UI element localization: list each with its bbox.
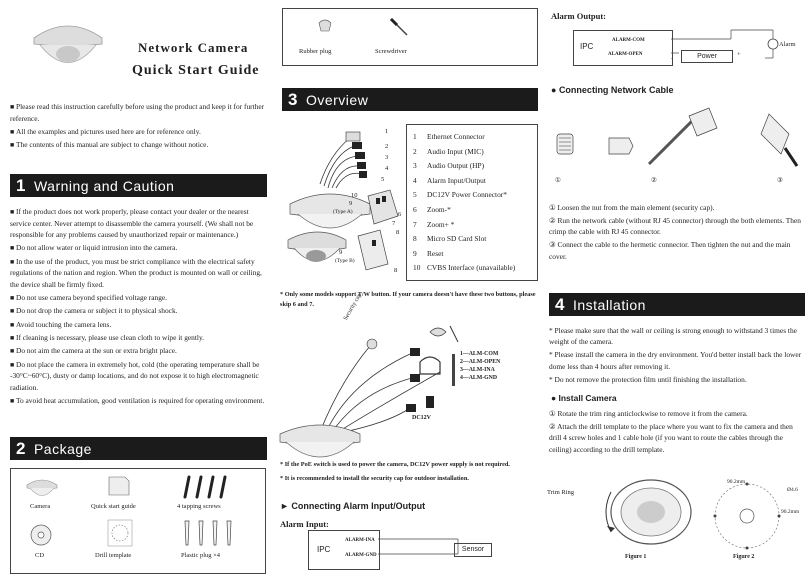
figure-2-caption: Figure 2 [733, 554, 755, 560]
rubber-plug-icon [317, 19, 333, 33]
plastic-plugs-icon [179, 519, 239, 547]
tapping-screws-icon [179, 473, 239, 499]
alarm-com-label: ALARM-COM [612, 38, 645, 43]
power-minus: - [671, 55, 674, 62]
section-1-title: Warning and Caution [33, 178, 175, 194]
package-screwdriver-label: Screwdriver [375, 48, 407, 55]
callout-8b: 8 [394, 267, 398, 274]
package-box-continued [282, 8, 538, 66]
callout-10: 10 [351, 192, 358, 199]
warning-item: ■ Do not allow water or liquid intrusion into the camera. [10, 242, 267, 254]
package-guide-label: Quick start guide [91, 503, 136, 510]
warning-item: ■ Do not place the camera in extremely hot, cold (the operating temperature shall be -30°C~60°C), dusty or damp locations, and do not expose it to high electromagnetic radiation. [10, 359, 267, 394]
package-screws-label: 4 tapping screws [177, 503, 221, 510]
callout-6: 6 [398, 211, 402, 218]
alarm-pin: 2—ALM-OPEN [460, 359, 501, 365]
callout-7: 7 [392, 220, 396, 227]
connector-row: 9 Reset [413, 248, 444, 258]
warning-item: ■ In the use of the product, you must be strict compliance with the electrical safety regulations of the nation and region. When the product is mounted on wall or ceiling, the device shall be firmly fixed. [10, 256, 267, 291]
network-step: ③ Connect the cable to the hermetic connector. Then tighten the nut and the main cover. [549, 240, 791, 261]
install-note: * Please install the camera in the dry environment. You'd better install back the lower dome less than 4 hours after removing it. [549, 350, 802, 371]
cable-wiring-diagram [280, 312, 536, 462]
section-4-header [549, 293, 805, 316]
warning-item: ■ If the product does not work properly, please contact your dealer or the nearest service center. Never attempt to disassemble the camera yourself. (We shall not be responsible for any problems caused by unauthorized repair or maintenance.) [10, 206, 267, 241]
alarm-input-label: Alarm Input: [280, 519, 329, 529]
trim-ring-label: Trim Ring [547, 489, 575, 496]
installation-notes [549, 325, 805, 387]
alarm-input-ipc-box [308, 530, 380, 570]
install-note: * Please make sure that the wall or ceiling is strong enough to withstand 3 times the weight of the camera. [549, 326, 797, 347]
package-cd-label: CD [35, 552, 45, 559]
alarm-gnd-label: ALARM-GND [345, 553, 377, 558]
callout-5: 5 [381, 176, 385, 183]
alarm-output-label: Alarm Output: [551, 11, 607, 21]
callout-9b: 9 [339, 249, 343, 256]
ipc-label: IPC [317, 545, 331, 554]
section-3-header [282, 88, 538, 111]
drill-template-icon [107, 519, 133, 547]
connector-table [406, 124, 538, 281]
warning-list [10, 206, 267, 408]
alarm-pin: 3—ALM-INA [460, 367, 495, 373]
column-right [541, 0, 808, 579]
ipc-label: IPC [580, 42, 594, 51]
connector-row: 3 Audio Output (HP) [413, 161, 485, 171]
package-box [10, 468, 266, 574]
install-camera-heading: ● Install Camera [551, 393, 617, 403]
type-a-label: (Type A) [333, 209, 353, 215]
dome-camera-image [28, 18, 108, 76]
network-marker-1: ① [555, 177, 561, 184]
security-cap-label: Security cap [342, 292, 363, 322]
alarm-device-label: Alarm [779, 41, 796, 48]
warning-item: ■ Do not use camera beyond specified voltage range. [10, 292, 267, 304]
network-marker-2: ② [651, 177, 657, 184]
alarm-io-heading: ► Connecting Alarm Input/Output [280, 501, 426, 511]
package-camera-label: Camera [30, 503, 51, 510]
section-2-number: 2 [16, 439, 26, 458]
triangle-icon: ► [280, 501, 292, 511]
warning-item: ■ Do not aim the camera at the sun or extra bright place. [10, 345, 267, 357]
overview-note-3: * It is recommended to install the security cap for outdoor installation. [280, 475, 469, 482]
power-box: Power [681, 50, 733, 63]
warning-item: ■ To avoid heat accumulation, good ventilation is required for operating environment. [10, 395, 267, 407]
dc-label: DC12V [412, 415, 431, 421]
install-step: ① Rotate the trim ring anticlockwise to remove it from the camera. [549, 409, 748, 418]
alarm-pin-list [460, 350, 500, 382]
network-steps [549, 202, 804, 264]
cover-title-1: Network Camera [138, 40, 249, 55]
alarm-pin: 1—ALM-COM [460, 351, 499, 357]
section-2-title: Package [33, 441, 92, 457]
section-1-header [10, 174, 267, 197]
connector-row: 7 Zoom+ * [413, 219, 455, 229]
callout-3: 3 [385, 154, 389, 161]
network-cable-diagram [549, 104, 804, 186]
package-drill-label: Drill template [95, 552, 132, 559]
type-b-label: (Type B) [335, 258, 355, 264]
alarm-output-ipc-box [573, 30, 673, 66]
column-middle [272, 0, 540, 579]
bullet-icon: ● [551, 85, 559, 95]
alarm-pin: 4—ALM-GND [460, 375, 498, 381]
alarm-ina-label: ALARM-INA [345, 538, 375, 543]
warning-item: ■ Do not drop the camera or subject it to physical shock. [10, 305, 267, 317]
callout-4: 4 [385, 165, 389, 172]
warning-item: ■ Avoid touching the camera lens. [10, 319, 267, 331]
network-marker-3: ③ [777, 177, 783, 184]
overview-note-1: * Only some models support T/W button. If your camera doesn't have these two buttons, please skip 6 and 7. [280, 291, 536, 309]
callout-8a: 8 [396, 229, 400, 236]
overview-note-2: * If the PoE switch is used to power the camera, DC12V power supply is not required. [280, 461, 510, 468]
dim-side: 90.2mm [781, 509, 800, 515]
intro-item: ■ Please read this instruction carefully before using the product and keep it for further reference. [10, 101, 265, 124]
cover-title-2: Quick Start Guide [132, 63, 260, 78]
power-plus: + [737, 51, 741, 58]
cd-icon [29, 523, 53, 547]
figure-2-drill-template [709, 478, 789, 552]
callout-1: 1 [385, 128, 389, 135]
warning-item: ■ If cleaning is necessary, please use clean cloth to wipe it gently. [10, 332, 267, 344]
section-4-number: 4 [555, 295, 565, 314]
connector-row: 8 Micro SD Card Slot [413, 234, 487, 244]
connector-row: 4 Alarm Input/Output [413, 175, 486, 185]
alarm-open-label: ALARM-OPEN [608, 52, 643, 57]
guide-icon [107, 475, 131, 497]
package-plugs-label: Plastic plug ×4 [181, 552, 221, 559]
install-steps [549, 408, 805, 457]
figure-1-caption: Figure 1 [625, 554, 647, 560]
connector-row: 6 Zoom-* [413, 204, 451, 214]
install-step: ② Attach the drill template to the place where you want to fix the camera and then drill 4 screw holes and 1 cable hole (if you want to route the cables through the ceiling) according to the drill template. [549, 421, 793, 454]
connector-row: 5 DC12V Power Connector* [413, 190, 507, 200]
callout-2: 2 [385, 143, 389, 150]
network-step: ② Run the network cable (without RJ 45 connector) through the both elements. Then crimp the cable with RJ 45 connector. [549, 215, 801, 237]
intro-item: ■ All the examples and pictures used here are for reference only. [10, 126, 265, 138]
bullet-icon: ● [551, 393, 559, 403]
screwdriver-icon [387, 15, 411, 39]
network-heading: ● Connecting Network Cable [551, 85, 674, 95]
package-rubber-plug-label: Rubber plug [299, 48, 332, 55]
connector-row: 2 Audio Input (MIC) [413, 146, 484, 156]
section-2-header [10, 437, 267, 460]
camera-icon [25, 477, 59, 499]
connector-row: 1 Ethernet Connector [413, 132, 485, 141]
network-step: ① Loosen the nut from the main element (security cap). [549, 203, 715, 212]
install-note: * Do not remove the protection film until finishing the installation. [549, 374, 747, 384]
section-3-number: 3 [288, 90, 298, 109]
section-1-number: 1 [16, 176, 26, 195]
column-left [0, 0, 270, 579]
sensor-box: Sensor [454, 543, 492, 557]
callout-9a: 9 [349, 200, 353, 207]
section-4-title: Installation [572, 297, 646, 313]
dim-top: 90.2mm [727, 479, 746, 485]
intro-list [10, 101, 265, 153]
intro-item: ■ The contents of this manual are subject to change without notice. [10, 139, 265, 151]
section-3-title: Overview [305, 92, 369, 108]
figure-1-trim-ring [591, 472, 701, 552]
connector-row: 10 CVBS Interface (unavailable) [413, 263, 516, 273]
dim-hole: Ø4.6 [787, 487, 798, 493]
